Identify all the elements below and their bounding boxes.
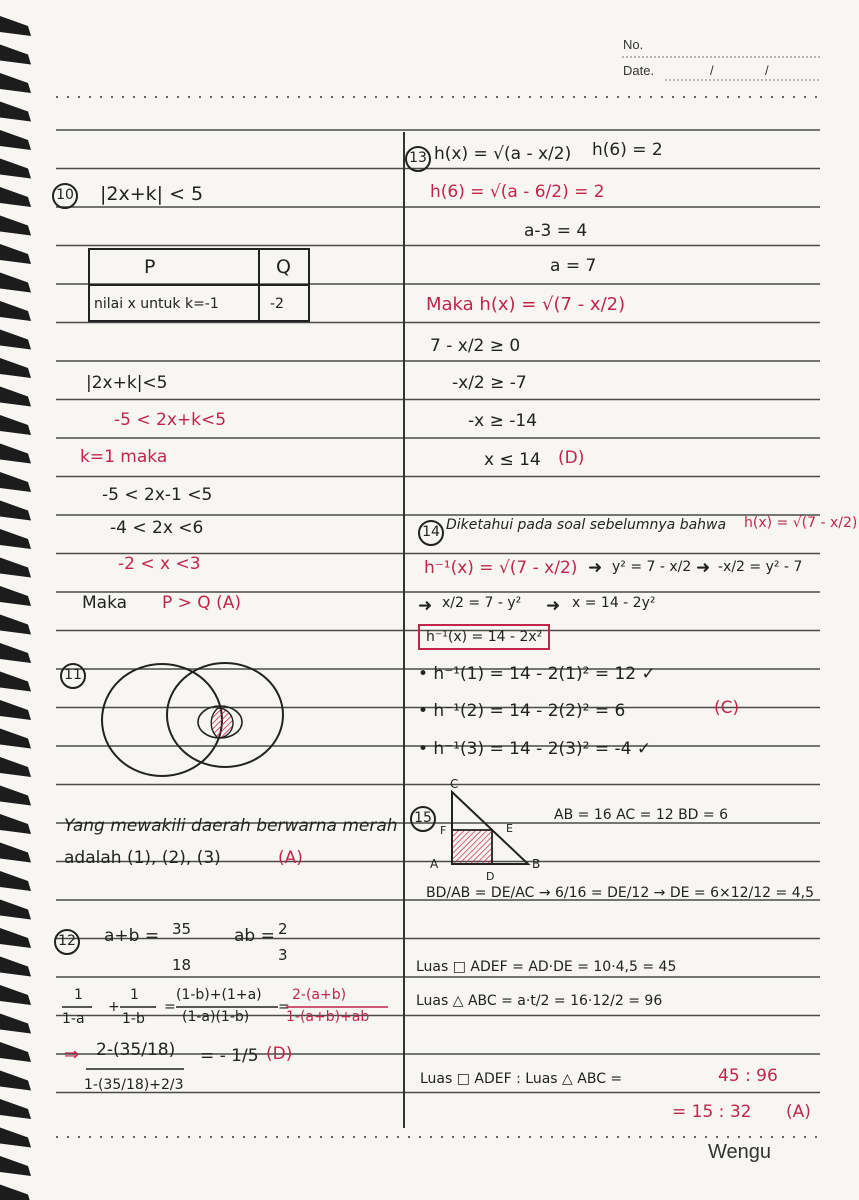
p13-answer: (D) [558,448,585,468]
p12-frac-num: 2-(a+b) [292,987,347,1003]
p12-eq1-num: 35 [172,920,192,938]
rectangle-adef [452,830,492,864]
p11-text-line1: Yang mewakili daerah berwarna merah [64,816,398,836]
p12-frac-num: 1 [130,987,139,1003]
p12-frac-den: 1-b [122,1011,145,1027]
p13-given: h(x) = √(a - x/2) [434,144,572,164]
triangle-figure [424,774,554,884]
problem-10-number: 10 [52,183,78,209]
table-cell-q: -2 [270,296,284,312]
p12-equals: = [278,999,290,1015]
date-separator: / [765,63,769,78]
p14-check: • h⁻¹(1) = 14 - 2(1)² = 12 ✓ [418,664,656,684]
p12-fraction-bar [86,1066,186,1072]
label-a: A [430,857,439,871]
problem-13-number: 13 [405,146,431,172]
p15-ratio-value: 45 : 96 [718,1066,778,1086]
p12-frac-den: 1-(a+b)+ab [286,1009,370,1025]
p14-check: • h⁻¹(2) = 14 - 2(2)² = 6 [418,701,626,721]
label-d: D [486,870,495,883]
date-label: Date. [623,63,655,78]
p14-check: • h⁻¹(3) = 14 - 2(3)² = -4 ✓ [418,739,652,759]
arrow-icon: ➜ [588,558,603,578]
p10-maka: Maka [82,593,128,613]
table-header-q: Q [276,256,291,278]
p12-result: = - 1/5 [200,1046,259,1066]
p12-answer: (D) [266,1044,293,1064]
p12-eq1-den: 18 [172,956,192,974]
p10-step: -5 < 2x+k<5 [114,410,227,430]
p12-frac-den: (1-a)(1-b) [182,1009,250,1025]
p12-frac-num: (1-b)+(1+a) [176,987,262,1003]
p15-final: = 15 : 32 [672,1102,752,1122]
p10-step: |2x+k|<5 [86,373,168,393]
p12-eq2-lhs: ab = [234,926,275,946]
p10-step: -5 < 2x-1 <5 [102,485,213,505]
table-cell-p: nilai x untuk k=-1 [94,296,219,312]
problem-15-number: 15 [410,806,436,832]
label-b: B [532,857,541,871]
brand-logo: Wengu [708,1141,772,1163]
p13-step: 7 - x/2 ≥ 0 [430,336,521,356]
problem-10-statement: |2x+k| < 5 [100,183,204,205]
p12-frac-num: 1 [74,987,83,1003]
p14-step: h⁻¹(x) = √(7 - x/2) [424,558,578,578]
arrow-icon: ➜ [696,558,711,578]
p12-frac-den: 1-a [62,1011,85,1027]
label-f: F [440,824,447,837]
venn-shaded-region [211,708,233,738]
p13-step: x ≤ 14 [484,450,541,470]
p14-answer: (C) [714,698,740,718]
label-c: C [450,777,459,791]
p14-boxed-result: h⁻¹(x) = 14 - 2x² [418,624,550,650]
arrow-icon: ➜ [418,596,433,616]
p14-intro: Diketahui pada soal sebelumnya bahwa [446,517,727,533]
p12-eq1-lhs: a+b = [104,926,160,946]
p13-step: a = 7 [550,256,597,276]
p15-given: AB = 16 AC = 12 BD = 6 [554,807,729,823]
p13-given-value: h(6) = 2 [592,140,663,160]
p12-eq2-den: 3 [278,946,288,964]
p15-luas-tri: Luas △ ABC = a·t/2 = 16·12/2 = 96 [416,993,663,1009]
problem-11-number: 11 [60,663,86,689]
p14-intro-function: h(x) = √(7 - x/2) [744,515,858,531]
arrow-icon: ➜ [546,596,561,616]
p12-frac-den: 1-(35/18)+2/3 [84,1077,184,1093]
venn-circle-left [102,664,222,776]
p11-text-line2: adalah (1), (2), (3) [64,848,221,868]
date-separator: / [710,63,714,78]
p10-answer: P > Q (A) [162,593,241,613]
p10-step: k=1 maka [80,447,168,467]
p12-plus: + [108,999,120,1015]
p13-step: -x/2 ≥ -7 [452,373,527,393]
p13-step: -x ≥ -14 [468,411,538,431]
comparison-table [88,248,310,322]
p14-step: -x/2 = y² - 7 [718,559,803,575]
no-label: No. [623,37,644,52]
p14-step: x = 14 - 2y² [572,595,656,611]
problem-12-number: 12 [54,929,80,955]
p15-answer: (A) [786,1102,811,1122]
p15-ratio-area: Luas □ ADEF : Luas △ ABC = [420,1071,623,1087]
problem-14-number: 14 [418,520,444,546]
p12-implies-arrow: ⇒ [64,1044,80,1065]
p14-step: x/2 = 7 - y² [442,595,522,611]
p13-step: a-3 = 4 [524,221,588,241]
p15-ratio: BD/AB = DE/AC → 6/16 = DE/12 → DE = 6×12/12 = 4,5 [426,885,814,901]
p12-fraction-bars [56,1003,396,1011]
p10-step: -4 < 2x <6 [110,518,204,538]
p15-luas-rect: Luas □ ADEF = AD·DE = 10·4,5 = 45 [416,959,677,975]
venn-diagram [100,660,300,790]
p12-frac-num: 2-(35/18) [96,1040,176,1060]
p13-step: h(6) = √(a - 6/2) = 2 [430,182,605,202]
table-header-p: P [144,256,156,278]
p12-eq2-num: 2 [278,920,288,938]
p13-step: Maka h(x) = √(7 - x/2) [426,294,626,315]
label-e: E [506,822,513,835]
p14-step: y² = 7 - x/2 [612,559,692,575]
p12-equals: = [164,999,176,1015]
p11-answer: (A) [278,848,303,868]
p10-step: -2 < x <3 [118,554,201,574]
